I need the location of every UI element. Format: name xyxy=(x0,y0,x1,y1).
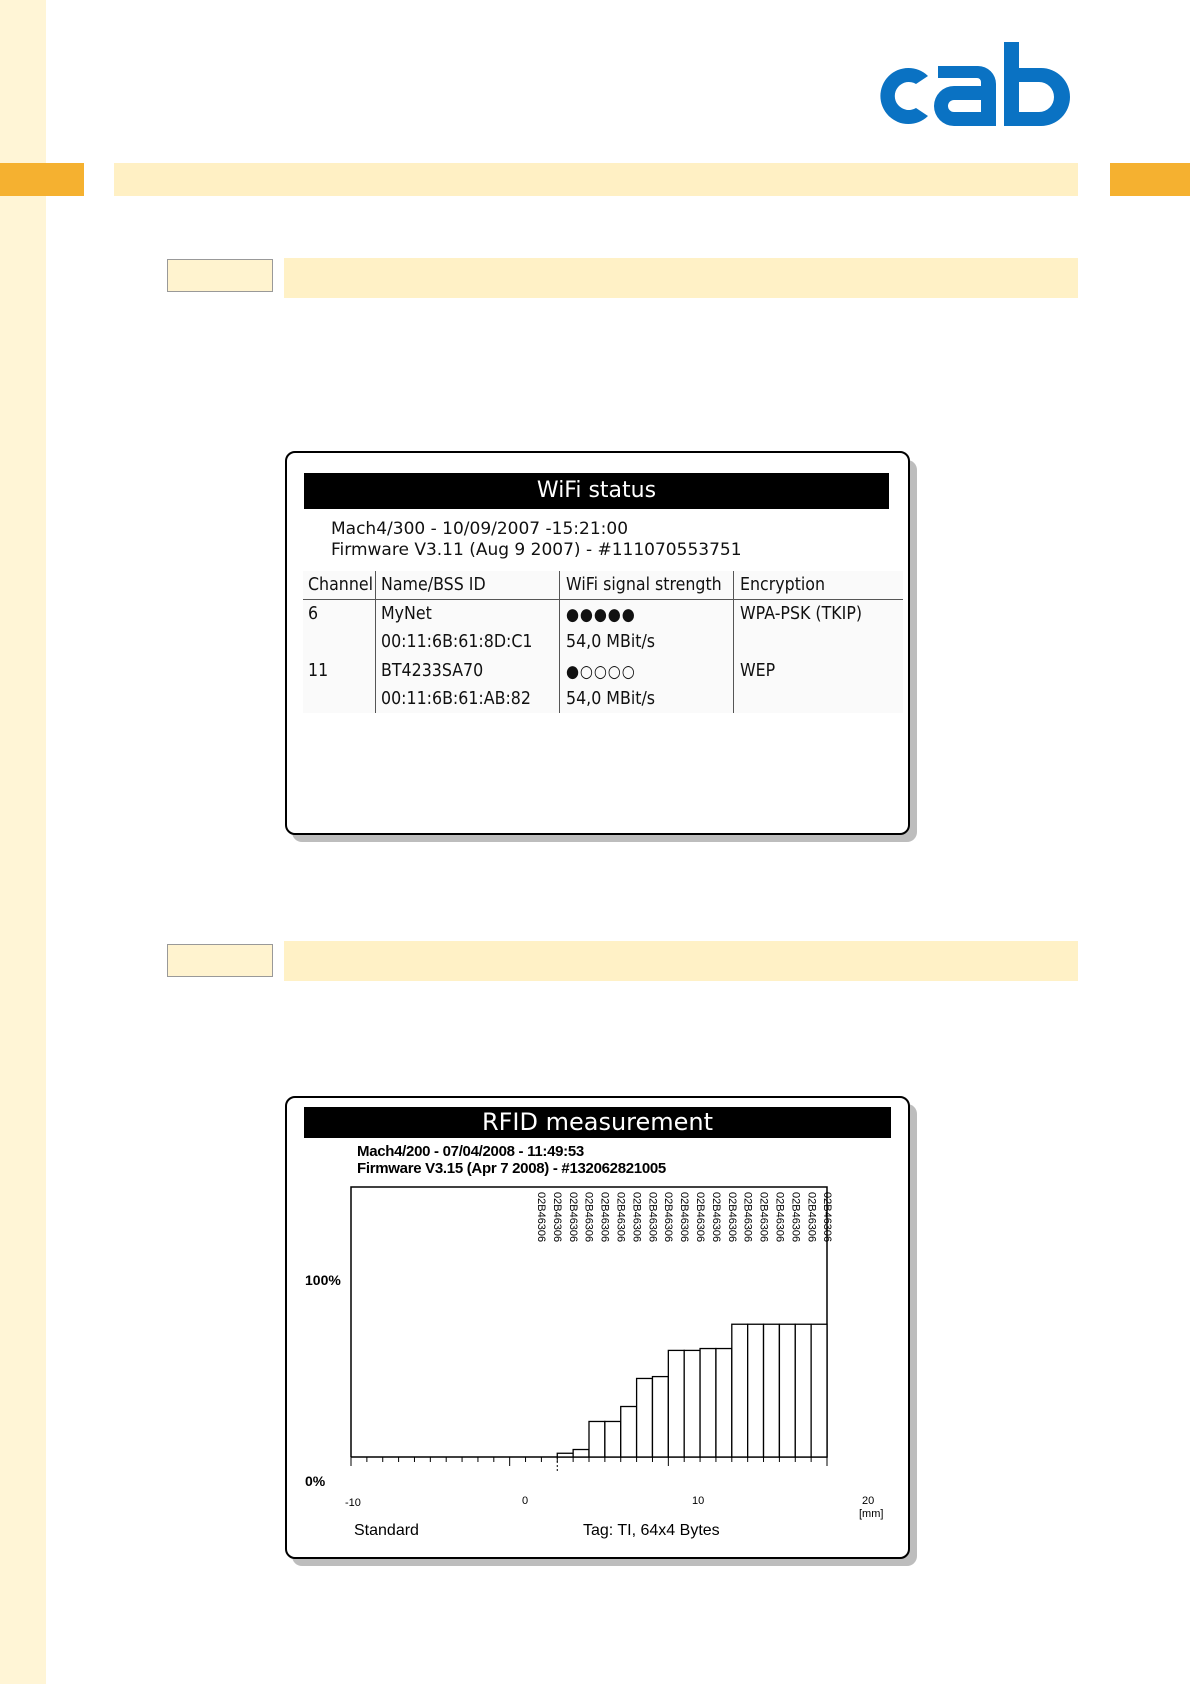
x-tick-label: 20 xyxy=(862,1495,875,1507)
wifi-network-table xyxy=(303,571,903,713)
chart-bar xyxy=(684,1350,700,1457)
wifi-col-encryption: Encryption xyxy=(740,574,826,595)
x-unit-label: [mm] xyxy=(859,1508,884,1520)
header-bar xyxy=(114,163,1078,196)
tag-id-label: 02B46306 xyxy=(678,1192,691,1243)
tag-id-label: 02B46306 xyxy=(646,1192,659,1243)
tag-id-label: 02B46306 xyxy=(709,1192,722,1243)
rfid-footer-tag: Tag: TI, 64x4 Bytes xyxy=(583,1522,720,1539)
tag-id-label: 02B46306 xyxy=(630,1192,643,1243)
tag-id-label: 02B46306 xyxy=(741,1192,754,1243)
tag-id-label: 02B46306 xyxy=(789,1192,802,1243)
tag-id-label: 02B46306 xyxy=(757,1192,770,1243)
chart-bar xyxy=(779,1324,795,1457)
tag-id-label: 02B46306 xyxy=(566,1192,579,1243)
tag-id-label: 02B46306 xyxy=(535,1192,547,1243)
y-tick-100: 100% xyxy=(305,1272,341,1288)
header-tab-left xyxy=(0,163,84,196)
wifi-row-rate: 54,0 MBit/s xyxy=(566,631,656,652)
rfid-footer-standard: Standard xyxy=(354,1522,419,1539)
wifi-row-rate: 54,0 MBit/s xyxy=(566,688,656,709)
rfid-chart xyxy=(287,1098,908,1557)
wifi-row-encryption: WPA-PSK (TKIP) xyxy=(740,603,863,624)
tag-id-label: 02B46306 xyxy=(582,1192,595,1243)
x-tick-label: -10 xyxy=(345,1497,361,1509)
tag-id-label: 02B46306 xyxy=(805,1192,818,1243)
chart-bar xyxy=(557,1453,573,1457)
chart-bar xyxy=(795,1324,811,1457)
tag-id-label: 02B46306 xyxy=(773,1192,786,1243)
chart-bar xyxy=(811,1324,827,1457)
section-1-label-box xyxy=(167,259,273,292)
tag-id-label: 02B46306 xyxy=(662,1192,675,1243)
chart-bar xyxy=(573,1450,589,1457)
chart-bar xyxy=(700,1349,716,1457)
wifi-row-name: MyNet xyxy=(381,603,432,624)
wifi-row-encryption: WEP xyxy=(740,660,776,681)
wifi-info-line1: Mach4/300 - 10/09/2007 -15:21:00 xyxy=(331,519,629,539)
wifi-info xyxy=(331,519,742,561)
wifi-row-signal: ●●●●● xyxy=(566,605,636,625)
tag-id-label: 02B46306 xyxy=(598,1192,611,1243)
wifi-row-bssid: 00:11:6B:61:AB:82 xyxy=(381,688,531,709)
wifi-info-line2: Firmware V3.11 (Aug 9 2007) - #111070553751 xyxy=(331,540,742,560)
tag-id-label: 02B46306 xyxy=(614,1192,627,1243)
wifi-col-channel: Channel xyxy=(308,574,374,595)
section-2-label-box xyxy=(167,944,273,977)
wifi-col-signal: WiFi signal strength xyxy=(566,574,722,595)
rfid-info-line2: Firmware V3.15 (Apr 7 2008) - #132062821005 xyxy=(357,1160,666,1177)
chart-bar xyxy=(621,1407,637,1457)
wifi-row-channel: 6 xyxy=(308,603,319,624)
chart-bar xyxy=(748,1324,764,1457)
wifi-col-divider xyxy=(375,571,376,713)
header-tab-right xyxy=(1110,163,1190,196)
chart-bar xyxy=(668,1350,684,1457)
chart-bar xyxy=(637,1378,653,1457)
wifi-status-panel xyxy=(285,451,910,835)
section-1-title-bar xyxy=(284,258,1078,298)
chart-bar xyxy=(764,1324,780,1457)
rfid-info-line1: Mach4/200 - 07/04/2008 - 11:49:53 xyxy=(357,1143,584,1160)
chart-bar xyxy=(652,1377,668,1457)
section-2-title-bar xyxy=(284,941,1078,981)
chart-bar xyxy=(716,1349,732,1457)
cab-logo xyxy=(870,38,1074,128)
chart-bar xyxy=(732,1324,748,1457)
rfid-measurement-panel xyxy=(285,1096,910,1559)
wifi-col-divider xyxy=(733,571,734,713)
tag-id-label: 02B46306 xyxy=(821,1192,834,1243)
wifi-col-name: Name/BSS ID xyxy=(381,574,486,595)
tag-id-label: 02B46306 xyxy=(725,1192,738,1243)
x-tick-label: 10 xyxy=(692,1495,705,1507)
chart-bar xyxy=(589,1421,605,1457)
x-tick-label: 0 xyxy=(522,1495,529,1507)
tag-id-label: 02B46306 xyxy=(550,1192,563,1243)
wifi-col-divider xyxy=(559,571,560,713)
y-tick-0: 0% xyxy=(305,1473,326,1489)
wifi-row-name: BT4233SA70 xyxy=(381,660,484,681)
wifi-row-bssid: 00:11:6B:61:8D:C1 xyxy=(381,631,533,652)
tag-id-label: 02B46306 xyxy=(694,1192,706,1243)
chart-bar xyxy=(605,1421,621,1457)
wifi-row-channel: 11 xyxy=(308,660,329,681)
wifi-row-signal: ●○○○○ xyxy=(566,662,636,682)
rfid-panel-title: RFID measurement xyxy=(304,1107,891,1138)
page-left-band xyxy=(0,0,46,1684)
wifi-panel-title: WiFi status xyxy=(304,473,889,509)
